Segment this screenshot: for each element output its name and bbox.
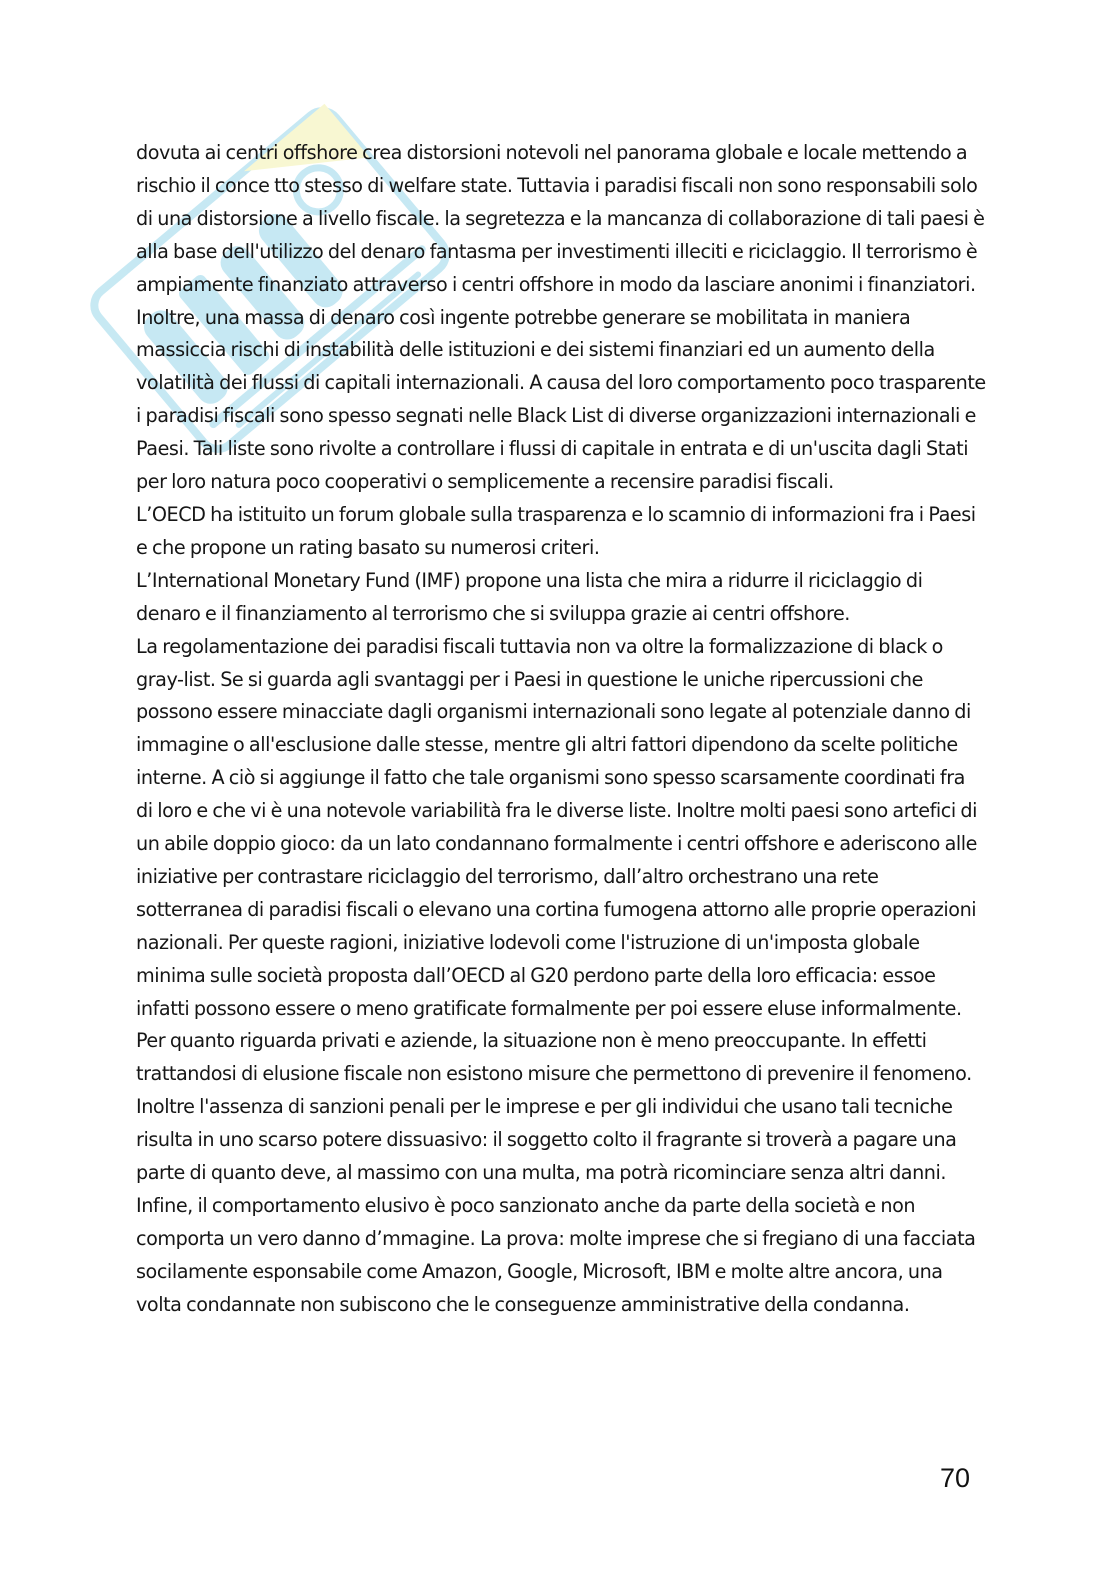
paragraph-3: L’International Monetary Fund (IMF) propone una lista che mira a ridurre il riciclaggio di denaro e il finanziamento al terrorismo che si sviluppa grazie ai centri offshore.	[136, 568, 923, 625]
paragraph-4: La regolamentazione dei paradisi fiscali tuttavia non va oltre la formalizzazione di black o gray-list. Se si guarda agli svantaggi per i Paesi in questione le uniche ripercussioni che possono essere minacciate dagli organismi internazionali sono legate al potenziale danno di immagine o all'esclusione dalle stesse, mentre gli altri fattori dipendono da scelte politiche interne. A ciò si aggiunge il fatto che tale organismi sono spesso scarsamente coordinati fra di loro e che vi è una notevole variabilità fra le diverse liste. Inoltre molti paesi sono artefici di un abile doppio gioco: da un lato condannano formalmente i centri offshore e aderiscono alle iniziative per contrastare riciclaggio del terrorismo, dall’altro orchestrano una rete sotterranea di paradisi fiscali o elevano una cortina fumogena attorno alle proprie operazioni nazionali. Per queste ragioni, iniziative lodevoli come l'istruzione di un'imposta globale minima sulle società proposta dall’OECD al G20 perdono parte della loro efficacia: essoe infatti possono essere o meno gratificate formalmente per poi essere eluse informalmente.	[136, 634, 978, 1020]
page-number: 70	[940, 1463, 971, 1493]
paragraph-5: Per quanto riguarda privati e aziende, la situazione non è meno preoccupante. In effetti trattandosi di elusione fiscale non esistono misure che permettono di prevenire il fenomeno. Inoltre l'assenza di sanzioni penali per le imprese e per gli individui che usano tali tecniche risulta in uno scarso potere dissuasivo: il soggetto colto il fragrante si troverà a pagare una parte di quanto deve, al massimo con una multa, ma potrà ricominciare senza altri danni. Infine, il comportamento elusivo è poco sanzionato anche da parte della società e non comporta un vero danno d’mmagine. La prova: molte imprese che si fregiano di una facciata socilamente esponsabile come Amazon, Google, Microsoft, IBM e molte altre ancora, una volta condannate non subiscono che le conseguenze amministrative della condanna.	[136, 1029, 976, 1316]
paragraph-1: dovuta ai centri offshore crea distorsioni notevoli nel panorama globale e locale mettendo a rischio il conce tto stesso di welfare state. Tuttavia i paradisi fiscali non sono responsabili solo di una distorsione a livello fiscale. la segretezza e la mancanza di collaborazione di tali paesi è alla base dell'utilizzo del denaro fantasma per investimenti illeciti e riciclaggio. Il terrorismo è ampiamente finanziato attraverso i centri offshore in modo da lasciare anonimi i finanziatori. Inoltre, una massa di denaro così ingente potrebbe generare se mobilitata in maniera massiccia rischi di instabilità delle istituzioni e dei sistemi finanziari ed un aumento della volatilità dei flussi di capitali internazionali. A causa del loro comportamento poco trasparente i paradisi fiscali sono spesso segnati nelle Black List di diverse organizzazioni internazionali e Paesi. Tali liste sono rivolte a controllare i flussi di capitale in entrata e di un'uscita dagli Stati per loro natura poco cooperativi o semplicemente a recensire paradisi fiscali.	[136, 141, 986, 494]
paragraph-2: L’OECD ha istituito un forum globale sulla trasparenza e lo scamnio di informazioni fra i Paesi e che propone un rating basato su numerosi criteri.	[136, 502, 976, 559]
page-body	[136, 137, 986, 1322]
